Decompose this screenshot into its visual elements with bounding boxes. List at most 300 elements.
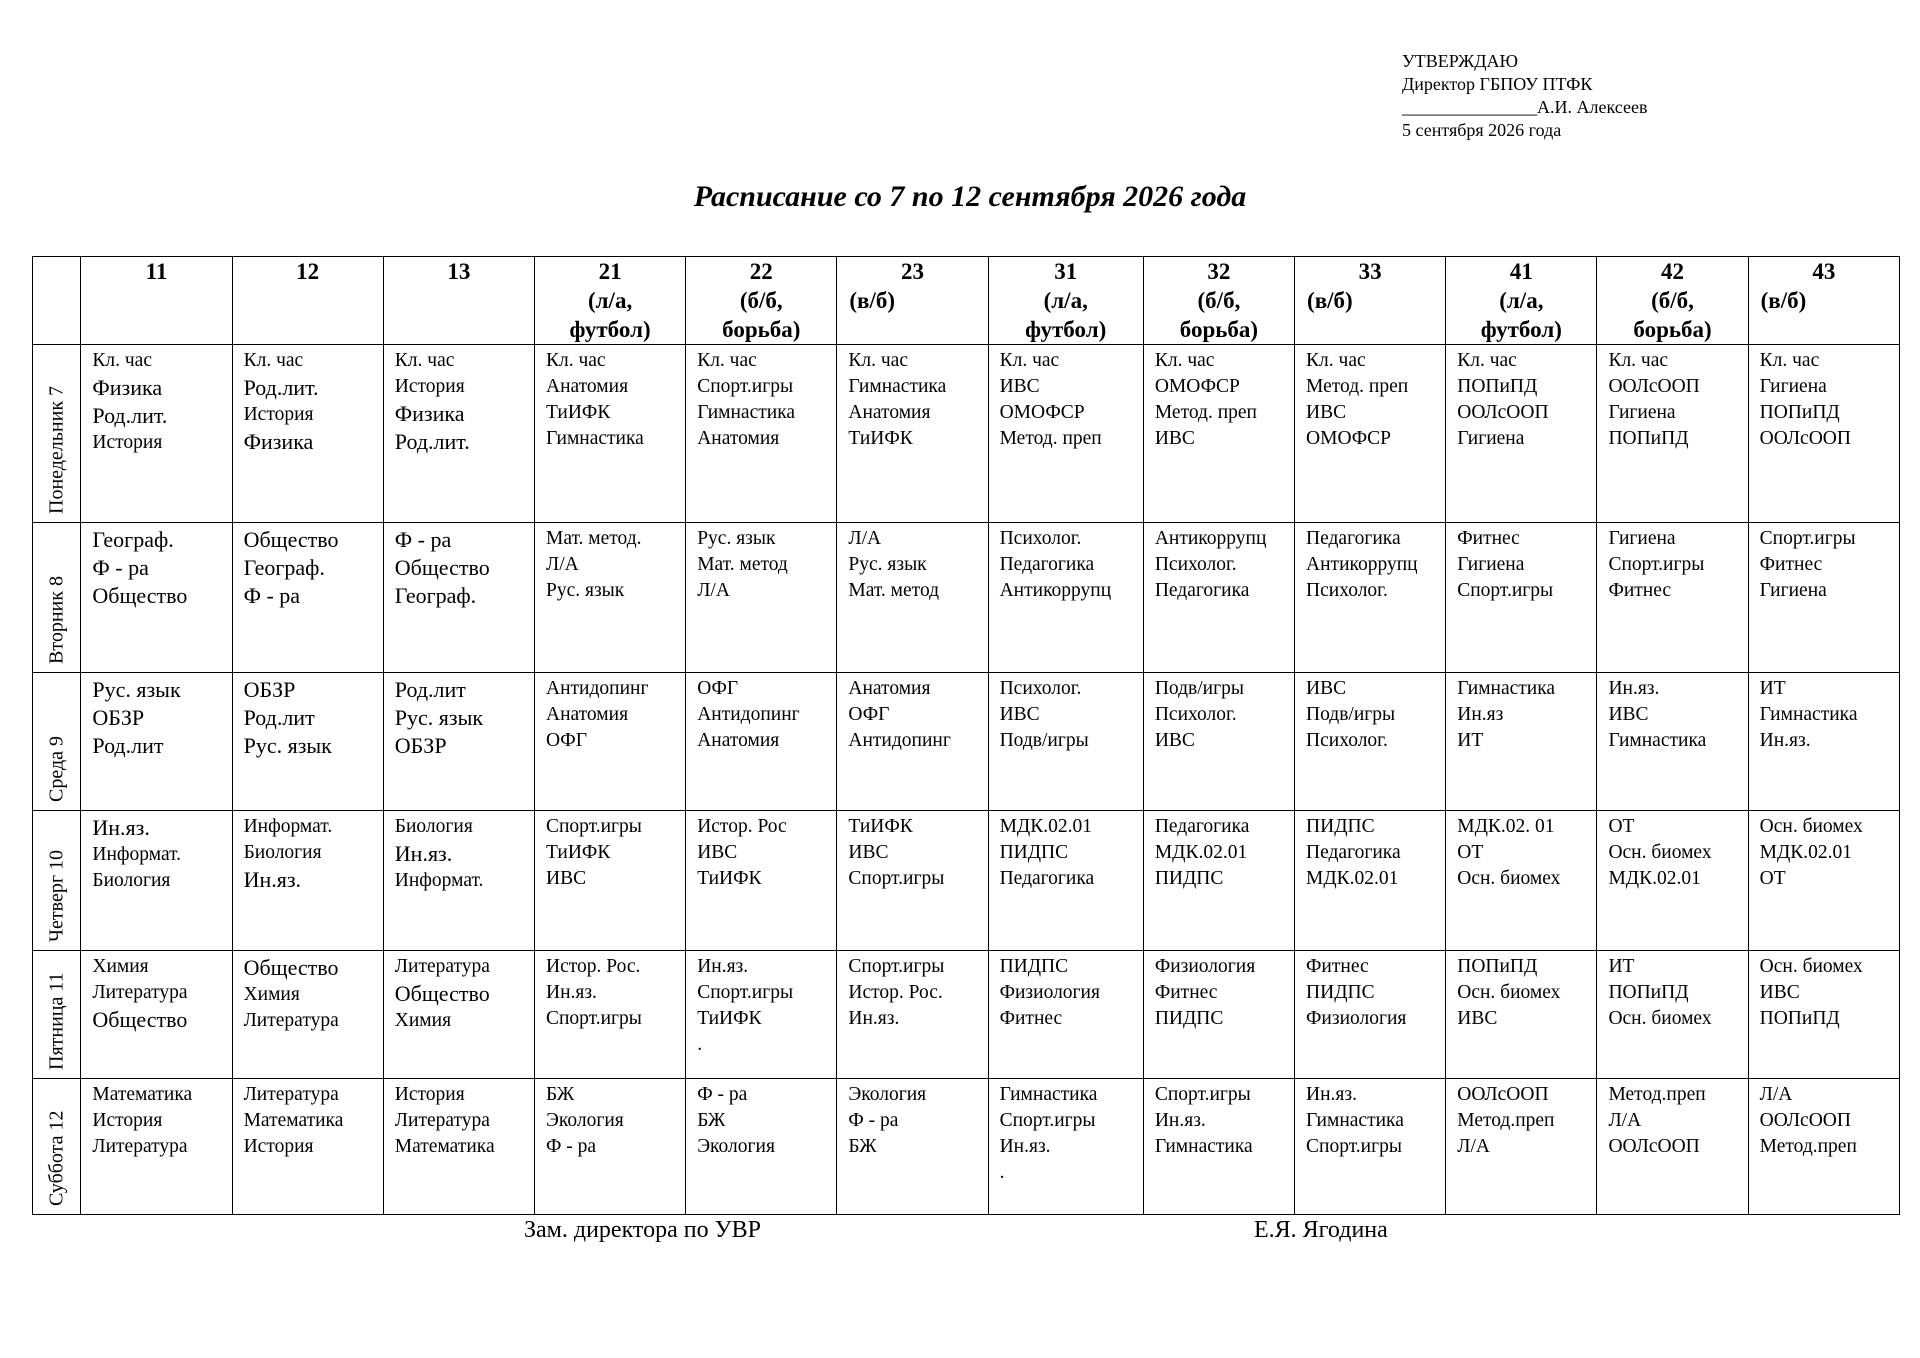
lesson-cell xyxy=(383,811,534,951)
lesson-subject: Физиология xyxy=(1306,1008,1407,1029)
lesson-subject: Мат. метод xyxy=(848,580,940,601)
lesson-subject: История xyxy=(243,1136,314,1157)
lesson-subject: Антидопинг xyxy=(697,704,800,725)
approval-line-2: Директор ГБПОУ ПТФК xyxy=(1402,74,1593,94)
lesson-subject: Рус. язык xyxy=(243,733,332,758)
lesson-subject: БЖ xyxy=(545,1084,575,1105)
lesson-subject: ИВС xyxy=(1306,678,1347,699)
lesson-subject: ОМОФСР xyxy=(1306,428,1392,449)
group-header-23 xyxy=(837,257,988,345)
lesson-subject: ОФГ xyxy=(848,704,890,725)
lesson-subject: Осн. биомех xyxy=(1759,956,1863,977)
lesson-subject: ТиИФК xyxy=(848,428,913,449)
lesson-subject: ИТ xyxy=(1608,956,1635,977)
day-label: Среда 9 xyxy=(45,735,68,802)
lesson-subject: Педагогика xyxy=(1306,528,1401,549)
lesson-subject: Кл. час xyxy=(394,350,455,371)
lesson-subject: Спорт.игры xyxy=(848,868,945,889)
lesson-subject: Осн. биомех xyxy=(1608,842,1712,863)
day-row xyxy=(33,345,1900,523)
lesson-subject: Анатомия xyxy=(697,428,780,449)
lesson-cell xyxy=(686,811,837,951)
lesson-subject: Географ. xyxy=(243,555,325,580)
lesson-subject: Подв/игры xyxy=(999,730,1089,751)
lesson-subject: БЖ xyxy=(697,1110,726,1131)
lesson-subject: Род.лит xyxy=(92,733,164,758)
lesson-subject: Общество xyxy=(394,981,490,1006)
group-header-13 xyxy=(383,257,534,345)
lesson-subject: Фитнес xyxy=(1306,956,1369,977)
lesson-cell xyxy=(1748,1079,1899,1215)
lesson-subject: Информат. xyxy=(243,816,333,837)
lesson-subject: Психолог. xyxy=(1306,580,1388,601)
lesson-subject: Гимнастика xyxy=(1154,1136,1253,1157)
group-specialization: (л/а, xyxy=(587,288,633,313)
lesson-subject: Анатомия xyxy=(697,730,780,751)
lesson-subject: Род.лит. xyxy=(92,403,168,428)
lesson-subject: Экология xyxy=(848,1084,927,1105)
lesson-subject: Биология xyxy=(92,870,171,891)
lesson-subject: Общество xyxy=(243,527,339,552)
lesson-subject: Кл. час xyxy=(848,350,908,371)
day-label: Четверг 10 xyxy=(45,849,68,942)
group-header-22 xyxy=(686,257,837,345)
lesson-subject: Литература xyxy=(92,982,188,1003)
group-specialization: футбол) xyxy=(569,317,651,342)
lesson-subject: Кл. час xyxy=(545,350,606,371)
lesson-subject: ОМОФСР xyxy=(999,402,1085,423)
lesson-cell xyxy=(534,523,685,673)
lesson-cell xyxy=(686,673,837,811)
lesson-subject: ПИДПС xyxy=(999,956,1069,977)
lesson-subject: Ин.яз. xyxy=(999,1136,1051,1157)
lesson-subject: Биология xyxy=(243,842,322,863)
lesson-cell xyxy=(1295,345,1446,523)
lesson-subject: Педагогика xyxy=(1154,580,1250,601)
approval-line-4: 5 сентября 2026 года xyxy=(1402,120,1562,140)
lesson-subject: ИВС xyxy=(848,842,889,863)
lesson-subject: Физиология xyxy=(999,982,1100,1003)
lesson-subject: Кл. час xyxy=(1457,350,1517,371)
lesson-subject: Фитнес xyxy=(1608,580,1672,601)
lesson-subject: Ин.яз xyxy=(1457,704,1504,725)
day-row xyxy=(33,523,1900,673)
lesson-cell xyxy=(1295,1079,1446,1215)
group-specialization: футбол) xyxy=(1025,317,1107,342)
lesson-subject: Биология xyxy=(394,816,473,837)
lesson-cell xyxy=(1597,673,1748,811)
lesson-cell xyxy=(383,345,534,523)
lesson-subject: Род.лит xyxy=(243,705,315,730)
group-number: 22 xyxy=(749,259,773,284)
lesson-cell xyxy=(686,951,837,1079)
lesson-subject: Литература xyxy=(243,1010,339,1031)
lesson-subject: Ин.яз. xyxy=(243,867,302,892)
lesson-subject: Спорт.игры xyxy=(848,956,945,977)
lesson-subject: ООЛсООП xyxy=(1608,1136,1700,1157)
group-number: 11 xyxy=(145,259,168,284)
lesson-subject: ПИДПС xyxy=(1154,1008,1224,1029)
lesson-subject: ТиИФК xyxy=(697,1008,762,1029)
lesson-cell xyxy=(1446,951,1597,1079)
lesson-cell xyxy=(686,1079,837,1215)
lesson-subject: МДК.02.01 xyxy=(1759,842,1853,863)
lesson-subject: Метод. преп xyxy=(1306,376,1409,397)
lesson-subject: История xyxy=(394,376,465,397)
lesson-cell xyxy=(1446,811,1597,951)
lesson-cell xyxy=(837,345,988,523)
lesson-subject: Кл. час xyxy=(92,350,152,371)
lesson-subject: Гигиена xyxy=(1759,376,1827,397)
lesson-subject: Гигиена xyxy=(1457,428,1525,449)
lesson-subject: Педагогика xyxy=(999,554,1095,575)
lesson-subject: Ф - ра xyxy=(92,555,149,580)
day-cell xyxy=(33,673,81,811)
lesson-subject: Истор. Рос. xyxy=(848,982,943,1003)
group-specialization: борьба) xyxy=(1179,317,1259,342)
lesson-subject: Род.лит xyxy=(394,677,466,702)
lesson-subject: БЖ xyxy=(848,1136,877,1157)
day-cell xyxy=(33,951,81,1079)
lesson-subject: ОТ xyxy=(1608,816,1635,837)
lesson-subject: Рус. язык xyxy=(545,580,625,601)
lesson-subject: Фитнес xyxy=(999,1008,1063,1029)
group-header-row xyxy=(33,257,1900,345)
lesson-subject: ИВС xyxy=(1608,704,1649,725)
lesson-subject: Спорт.игры xyxy=(545,816,642,837)
lesson-subject: ТиИФК xyxy=(848,816,913,837)
lesson-subject: Литература xyxy=(243,1084,339,1105)
lesson-subject: Гимнастика xyxy=(1608,730,1707,751)
lesson-subject: ООЛсООП xyxy=(1608,376,1700,397)
lesson-cell xyxy=(988,811,1143,951)
lesson-subject: Л/А xyxy=(1457,1136,1490,1157)
group-number: 41 xyxy=(1509,259,1533,284)
group-number: 43 xyxy=(1812,259,1836,284)
lesson-subject: Географ. xyxy=(92,527,174,552)
lesson-subject: Истор. Рос. xyxy=(545,956,641,977)
lesson-subject: ООЛсООП xyxy=(1759,428,1851,449)
lesson-subject: Род.лит. xyxy=(243,375,319,400)
lesson-cell xyxy=(534,951,685,1079)
lesson-subject: Химия xyxy=(394,1010,452,1031)
lesson-cell xyxy=(534,673,685,811)
lesson-subject: Ин.яз. xyxy=(394,841,453,866)
lesson-subject: Спорт.игры xyxy=(697,982,794,1003)
lesson-subject: Спорт.игры xyxy=(1608,554,1705,575)
lesson-subject: Математика xyxy=(243,1110,344,1131)
lesson-subject: Педагогика xyxy=(999,868,1095,889)
lesson-cell xyxy=(837,523,988,673)
lesson-subject: ТиИФК xyxy=(545,842,611,863)
lesson-subject: Л/А xyxy=(1608,1110,1642,1131)
lesson-subject: Ин.яз. xyxy=(697,956,749,977)
day-row xyxy=(33,811,1900,951)
lesson-cell xyxy=(1143,673,1294,811)
lesson-cell xyxy=(1446,345,1597,523)
lesson-subject: Антикоррупц xyxy=(999,580,1112,601)
lesson-subject: Информат. xyxy=(394,870,484,891)
lesson-cell xyxy=(232,951,383,1079)
lesson-subject: Л/А xyxy=(697,580,730,601)
lesson-subject: Антидопинг xyxy=(848,730,951,751)
lesson-subject: Метод. преп xyxy=(1154,402,1257,423)
lesson-subject: ИВС xyxy=(1457,1008,1498,1029)
lesson-cell xyxy=(1143,523,1294,673)
lesson-cell xyxy=(1597,951,1748,1079)
lesson-subject: ПОПиПД xyxy=(1457,956,1538,977)
lesson-subject: Осн. биомех xyxy=(1457,868,1561,889)
lesson-subject: История xyxy=(92,1110,163,1131)
lesson-subject: ИТ xyxy=(1759,678,1786,699)
lesson-cell xyxy=(686,345,837,523)
lesson-cell xyxy=(1143,345,1294,523)
lesson-cell xyxy=(383,1079,534,1215)
group-header-32 xyxy=(1143,257,1294,345)
lesson-subject: Математика xyxy=(394,1136,495,1157)
lesson-subject: Химия xyxy=(243,984,300,1005)
lesson-subject: . xyxy=(999,1162,1005,1183)
lesson-subject: Антикоррупц xyxy=(1154,528,1267,549)
lesson-cell xyxy=(81,345,232,523)
lesson-subject: Психолог. xyxy=(999,528,1082,549)
lesson-subject: Экология xyxy=(697,1136,775,1157)
lesson-subject: Математика xyxy=(92,1084,193,1105)
lesson-subject: ПОПиПД xyxy=(1759,1008,1840,1029)
lesson-subject: ИВС xyxy=(999,704,1040,725)
day-label: Понедельник 7 xyxy=(45,385,68,514)
lesson-subject: Кл. час xyxy=(1154,350,1215,371)
group-specialization: футбол) xyxy=(1480,317,1562,342)
lesson-subject: Ф - ра xyxy=(394,527,452,552)
lesson-subject: ООЛсООП xyxy=(1457,402,1549,423)
lesson-cell xyxy=(81,673,232,811)
day-label: Суббота 12 xyxy=(45,1110,68,1206)
lesson-subject: Мат. метод. xyxy=(545,528,642,549)
lesson-cell xyxy=(81,1079,232,1215)
lesson-subject: МДК.02.01 xyxy=(999,816,1092,837)
approval-line-3: _______________А.И. Алексеев xyxy=(1402,97,1648,117)
lesson-cell xyxy=(1143,951,1294,1079)
lesson-subject: Спорт.игры xyxy=(1306,1136,1402,1157)
group-specialization: (в/б) xyxy=(1307,288,1353,313)
lesson-subject: Подв/игры xyxy=(1306,704,1396,725)
group-specialization: борьба) xyxy=(722,317,801,342)
lesson-cell xyxy=(232,523,383,673)
lesson-subject: Кл. час xyxy=(999,350,1060,371)
lesson-cell xyxy=(686,523,837,673)
lesson-subject: ПИДПС xyxy=(1154,868,1224,889)
lesson-subject: Психолог. xyxy=(1154,704,1237,725)
lesson-subject: ТиИФК xyxy=(545,402,611,423)
group-specialization: борьба) xyxy=(1633,317,1712,342)
group-number: 23 xyxy=(900,259,924,284)
day-cell xyxy=(33,523,81,673)
lesson-cell xyxy=(1748,345,1899,523)
lesson-subject: Физика xyxy=(92,375,163,400)
lesson-subject: Ин.яз. xyxy=(848,1008,900,1029)
lesson-subject: Гимнастика xyxy=(1457,678,1556,699)
lesson-cell xyxy=(837,673,988,811)
group-number: 42 xyxy=(1661,259,1685,284)
group-number: 31 xyxy=(1054,259,1078,284)
lesson-subject: Литература xyxy=(394,1110,490,1131)
lesson-subject: Спорт.игры xyxy=(999,1110,1096,1131)
lesson-subject: ПИДПС xyxy=(1306,982,1375,1003)
lesson-subject: Общество xyxy=(243,955,339,980)
lesson-cell xyxy=(81,951,232,1079)
lesson-subject: Спорт.игры xyxy=(545,1008,642,1029)
footer-name: Е.Я. Ягодина xyxy=(1254,1217,1388,1243)
group-header-33 xyxy=(1295,257,1446,345)
day-label: Пятница 11 xyxy=(45,972,68,1070)
lesson-subject: Ин.яз. xyxy=(1154,1110,1206,1131)
lesson-cell xyxy=(1597,345,1748,523)
approval-line-1: УТВЕРЖДАЮ xyxy=(1402,51,1519,71)
lesson-cell xyxy=(383,951,534,1079)
lesson-subject: ИВС xyxy=(999,376,1040,397)
lesson-subject: Спорт.игры xyxy=(1457,580,1554,601)
lesson-cell xyxy=(232,1079,383,1215)
lesson-subject: Ин.яз. xyxy=(92,815,150,840)
lesson-cell xyxy=(1295,673,1446,811)
group-number: 33 xyxy=(1358,259,1382,284)
group-header-12 xyxy=(232,257,383,345)
day-cell xyxy=(33,1079,81,1215)
lesson-cell xyxy=(1295,811,1446,951)
group-header-21 xyxy=(534,257,685,345)
lesson-subject: Ин.яз. xyxy=(1759,730,1811,751)
lesson-cell xyxy=(1295,951,1446,1079)
lesson-subject: История xyxy=(92,432,163,453)
day-row xyxy=(33,1079,1900,1215)
day-cell xyxy=(33,811,81,951)
group-number: 21 xyxy=(598,259,622,284)
lesson-cell xyxy=(383,523,534,673)
lesson-cell xyxy=(1748,523,1899,673)
day-row xyxy=(33,951,1900,1079)
lesson-subject: ТиИФК xyxy=(697,868,762,889)
day-row xyxy=(33,673,1900,811)
schedule-table xyxy=(32,256,1900,1215)
lesson-subject: Гимнастика xyxy=(848,376,947,397)
lesson-subject: Литература xyxy=(92,1136,188,1157)
footer-position: Зам. директора по УВР xyxy=(524,1217,761,1243)
lesson-cell xyxy=(988,523,1143,673)
lesson-subject: ОФГ xyxy=(697,678,739,699)
lesson-subject: МДК.02. 01 xyxy=(1457,816,1555,837)
lesson-subject: Рус. язык xyxy=(394,705,484,730)
lesson-subject: МДК.02.01 xyxy=(1608,868,1701,889)
lesson-subject: Общество xyxy=(92,1007,188,1032)
lesson-subject: . xyxy=(697,1034,703,1055)
group-number: 13 xyxy=(447,259,471,284)
lesson-subject: Спорт.игры xyxy=(1154,1084,1251,1105)
lesson-subject: Осн. биомех xyxy=(1608,1008,1712,1029)
lesson-cell xyxy=(81,811,232,951)
lesson-subject: Кл. час xyxy=(1759,350,1820,371)
lesson-subject: Гимнастика xyxy=(1306,1110,1404,1131)
group-specialization: (л/а, xyxy=(1043,288,1088,313)
lesson-subject: Спорт.игры xyxy=(1759,528,1856,549)
lesson-subject: ОБЗР xyxy=(243,677,296,702)
group-header-42 xyxy=(1597,257,1748,345)
lesson-subject: Осн. биомех xyxy=(1759,816,1863,837)
lesson-cell xyxy=(837,1079,988,1215)
lesson-subject: Анатомия xyxy=(848,678,931,699)
group-specialization: (в/б) xyxy=(849,288,896,313)
lesson-subject: Гимнастика xyxy=(697,402,796,423)
lesson-subject: Анатомия xyxy=(848,402,931,423)
group-specialization: (б/б, xyxy=(1197,288,1241,313)
group-header-41 xyxy=(1446,257,1597,345)
lesson-subject: Л/А xyxy=(1759,1084,1793,1105)
lesson-subject: Истор. Рос xyxy=(697,816,787,837)
lesson-subject: ПОПиПД xyxy=(1759,402,1840,423)
lesson-subject: Педагогика xyxy=(1154,816,1250,837)
lesson-subject: Мат. метод xyxy=(697,554,788,575)
lesson-subject: МДК.02.01 xyxy=(1154,842,1248,863)
lesson-subject: Метод. преп xyxy=(999,428,1102,449)
lesson-subject: Физика xyxy=(394,401,465,426)
lesson-cell xyxy=(988,673,1143,811)
lesson-subject: Гигиена xyxy=(1759,580,1827,601)
lesson-subject: Физика xyxy=(243,429,314,454)
group-header-31 xyxy=(988,257,1143,345)
lesson-subject: Физиология xyxy=(1154,956,1256,977)
lesson-subject: ИВС xyxy=(1154,730,1195,751)
lesson-subject: ИВС xyxy=(1154,428,1195,449)
lesson-subject: Фитнес xyxy=(1154,982,1218,1003)
group-number: 12 xyxy=(296,259,320,284)
lesson-cell xyxy=(1748,673,1899,811)
lesson-cell xyxy=(1143,1079,1294,1215)
lesson-subject: Ин.яз. xyxy=(545,982,597,1003)
lesson-subject: ИВС xyxy=(1306,402,1347,423)
lesson-cell xyxy=(1446,673,1597,811)
group-number: 32 xyxy=(1207,259,1231,284)
lesson-subject: Л/А xyxy=(545,554,579,575)
lesson-subject: Психолог. xyxy=(1154,554,1237,575)
lesson-subject: Ф - ра xyxy=(545,1136,597,1157)
lesson-cell xyxy=(1597,811,1748,951)
lesson-subject: ИВС xyxy=(697,842,738,863)
lesson-subject: Ин.яз. xyxy=(1306,1084,1357,1105)
lesson-cell xyxy=(1597,1079,1748,1215)
lesson-subject: Антикоррупц xyxy=(1306,554,1418,575)
lesson-cell xyxy=(1446,1079,1597,1215)
lesson-cell xyxy=(534,345,685,523)
lesson-subject: Рус. язык xyxy=(848,554,927,575)
lesson-cell xyxy=(383,673,534,811)
day-label: Вторник 8 xyxy=(45,576,68,664)
lesson-subject: Кл. час xyxy=(243,350,304,371)
lesson-subject: Метод.преп xyxy=(1759,1136,1857,1157)
lesson-subject: ПИДПС xyxy=(999,842,1069,863)
lesson-subject: Антидопинг xyxy=(545,678,649,699)
lesson-cell xyxy=(534,811,685,951)
group-specialization: (б/б, xyxy=(1651,288,1694,313)
lesson-subject: Психолог. xyxy=(1306,730,1388,751)
lesson-subject: ИВС xyxy=(545,868,587,889)
lesson-subject: Ф - ра xyxy=(697,1084,748,1105)
lesson-subject: История xyxy=(394,1084,465,1105)
lesson-cell xyxy=(1748,951,1899,1079)
lesson-subject: ООЛсООП xyxy=(1759,1110,1851,1131)
lesson-cell xyxy=(988,951,1143,1079)
lesson-subject: Спорт.игры xyxy=(697,376,794,397)
lesson-subject: Метод.преп xyxy=(1608,1084,1706,1105)
